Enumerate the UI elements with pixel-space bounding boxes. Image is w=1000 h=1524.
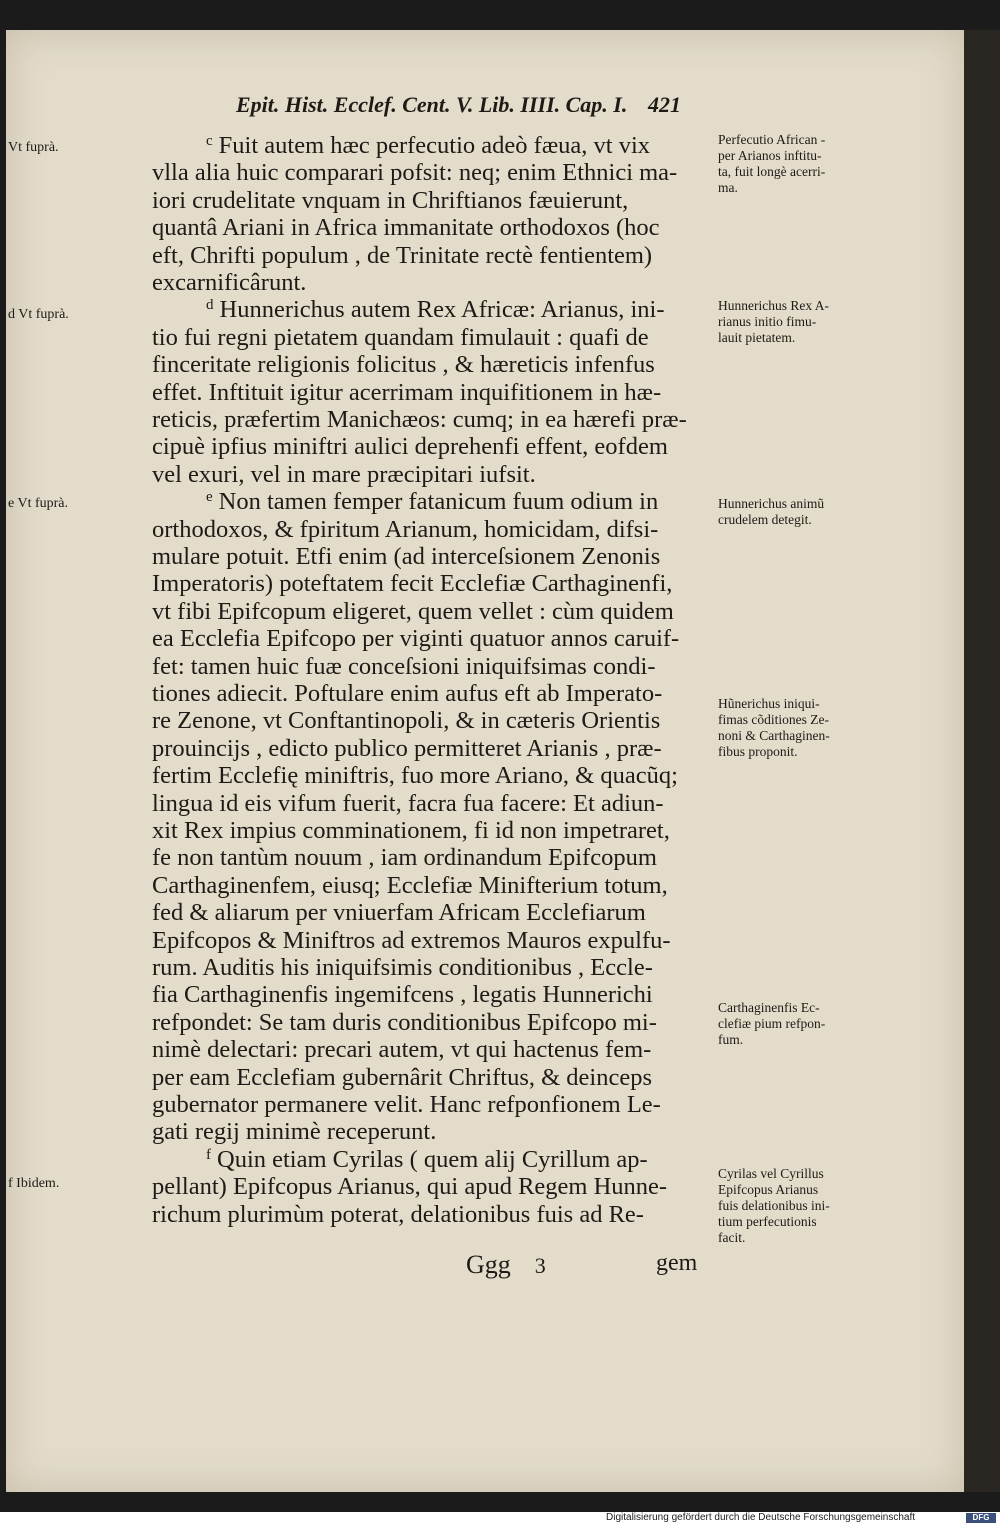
left-margin-note: e Vt fuprà. bbox=[8, 496, 68, 511]
text-line bbox=[152, 625, 679, 653]
line-text: gati regij minimè receperunt. bbox=[152, 1118, 437, 1146]
text-line bbox=[152, 844, 657, 872]
line-text: fertim Ecclefię miniftris, fuo more Ariano, & quacũq; bbox=[152, 762, 678, 790]
left-margin-note: d Vt fuprà. bbox=[8, 307, 69, 322]
page-number: 421 bbox=[648, 92, 681, 117]
footnote-reference: f bbox=[206, 1146, 211, 1163]
text-line bbox=[152, 570, 672, 598]
line-text: Hunnerichus autem Rex Africæ: Arianus, ini- bbox=[219, 296, 665, 324]
line-text: Carthaginenfem, eiusq; Ecclefiæ Minifterium totum, bbox=[152, 871, 668, 899]
text-line bbox=[152, 899, 646, 927]
line-text: tiones adiecit. Poftulare enim aufus eft ab Imperato- bbox=[152, 680, 663, 707]
text-line bbox=[206, 296, 665, 324]
text-line bbox=[152, 735, 662, 763]
line-text: mulare potuit. Etfi enim (ad interceſsionem Zenonis bbox=[152, 543, 661, 570]
text-line bbox=[152, 516, 658, 544]
line-text: iori crudelitate vnquam in Chriftianos fæuierunt, bbox=[152, 186, 629, 214]
line-text: tio fui regni pietatem quandam fimulauit : quafi de bbox=[152, 323, 649, 351]
line-text: quantâ Ariani in Africa immanitate orthodoxos (hoc bbox=[152, 214, 660, 242]
line-text: lingua id eis vifum fuerit, facra fua facere: Et adiun- bbox=[152, 789, 664, 817]
line-text: fia Carthaginenfis ingemifcens , legatis Hunnerichi bbox=[152, 981, 653, 1009]
scan-edge bbox=[964, 30, 1000, 1492]
text-line bbox=[152, 1118, 436, 1146]
text-line bbox=[152, 707, 660, 735]
line-text: Fuit autem hæc perfecutio adeò fæua, vt vix bbox=[218, 132, 651, 159]
line-text: eft, Chrifti populum , de Trinitate rectè fentientem) bbox=[152, 241, 653, 269]
line-text: Epifcopos & Miniftros ad extremos Mauros expulfu- bbox=[152, 926, 671, 954]
line-text: vel exuri, vel in mare præcipitari iufsit. bbox=[152, 460, 536, 488]
line-text: effet. Inftituit igitur acerrimam inquifitionem in hæ- bbox=[152, 378, 662, 406]
text-line bbox=[152, 1201, 644, 1229]
text-line bbox=[152, 1091, 661, 1119]
dfg-logo: DFG bbox=[966, 1513, 996, 1523]
line-text: fe non tantùm nouum , iam ordinandum Epifcopum bbox=[152, 844, 657, 872]
right-margin-note: Perfecutio African - per Arianos inftitu- ta, fuit longè acerri- ma. bbox=[718, 132, 826, 195]
footnote-reference: e bbox=[206, 489, 213, 506]
line-text: finceritate religionis folicitus , & hæreticis infenfus bbox=[152, 351, 655, 379]
line-text: Quin etiam Cyrilas ( quem alij Cyrillum ap- bbox=[217, 1145, 648, 1173]
right-margin-note: Hũnerichus iniqui- fimas cõditiones Ze- noni & Carthaginen- fibus proponit. bbox=[718, 696, 830, 759]
text-line bbox=[152, 762, 678, 790]
line-text: per eam Ecclefiam gubernârit Chriftus, & deinceps bbox=[152, 1063, 653, 1091]
line-text: reticis, præfertim Manichæos: cumq; in ea hærefi præ- bbox=[152, 406, 687, 433]
text-line bbox=[152, 954, 653, 982]
right-margin-note: Cyrilas vel Cyrillus Epifcopus Arianus fuis delationibus ini- tium perfecutionis facit. bbox=[718, 1166, 830, 1245]
text-line bbox=[152, 927, 670, 955]
left-margin-note: f Ibidem. bbox=[8, 1176, 60, 1191]
line-text: pellant) Epifcopus Arianus, qui apud Regem Hunne- bbox=[152, 1173, 668, 1201]
text-line bbox=[152, 1173, 667, 1201]
text-line bbox=[152, 379, 661, 407]
text-line bbox=[206, 132, 650, 160]
line-text: vlla alia huic comparari pofsit: neq; enim Ethnici ma- bbox=[152, 159, 678, 187]
line-text: vt fibi Epifcopum eligeret, quem vellet : cùm quidem bbox=[152, 597, 674, 625]
footnote-reference: d bbox=[206, 297, 214, 314]
line-text: rum. Auditis his iniquifsimis conditionibus , Eccle- bbox=[152, 954, 653, 981]
running-header bbox=[236, 92, 716, 118]
line-text: richum plurimùm poterat, delationibus fuis ad Re- bbox=[152, 1200, 644, 1228]
line-text: fet: tamen huic fuæ conceſsioni iniquifsimas condi- bbox=[152, 652, 656, 680]
line-text: gubernator permanere velit. Hanc refponfionem Le- bbox=[152, 1091, 661, 1118]
line-text: orthodoxos, & fpiritum Arianum, homicidam, difsi- bbox=[152, 515, 659, 543]
text-line bbox=[152, 1009, 657, 1037]
right-margin-note: Hunnerichus Rex A- rianus initio fimu- lauit pietatem. bbox=[718, 298, 829, 345]
text-line bbox=[152, 269, 306, 297]
text-line bbox=[152, 817, 670, 845]
text-line bbox=[152, 981, 653, 1009]
text-line bbox=[152, 406, 687, 434]
digitization-credit: Digitalisierung gefördert durch die Deutsche Forschungsgemeinschaft bbox=[606, 1512, 916, 1523]
text-line bbox=[206, 1146, 648, 1174]
text-line bbox=[152, 187, 628, 215]
text-line bbox=[152, 324, 649, 352]
line-text: nimè delectari: precari autem, vt qui hactenus fem- bbox=[152, 1036, 652, 1064]
text-line bbox=[152, 1064, 652, 1092]
text-line bbox=[152, 461, 536, 489]
text-line bbox=[152, 872, 668, 900]
text-line bbox=[152, 214, 660, 242]
line-text: prouincijs , edicto publico permitteret Arianis , præ- bbox=[152, 734, 662, 762]
right-margin-note: Hunnerichus animũ crudelem detegit. bbox=[718, 496, 825, 527]
text-line bbox=[152, 790, 664, 818]
text-line bbox=[152, 543, 660, 571]
text-line bbox=[206, 488, 658, 516]
line-text: ea Ecclefia Epifcopo per viginti quatuor annos caruif- bbox=[152, 625, 680, 653]
running-title: Epit. Hist. Ecclef. Cent. V. Lib. IIII. Cap. I. bbox=[236, 92, 628, 117]
catchword: gem bbox=[656, 1250, 698, 1276]
left-margin-note: Vt fuprà. bbox=[8, 140, 59, 155]
text-line bbox=[152, 653, 656, 681]
line-text: excarnificârunt. bbox=[152, 269, 307, 296]
line-text: Imperatoris) poteftatem fecit Ecclefiæ Carthaginenfi, bbox=[152, 570, 673, 598]
line-text: cipuè ipfius miniftri aulici deprehenfi effent, eofdem bbox=[152, 433, 668, 461]
text-line bbox=[152, 159, 677, 187]
line-text: Non tamen femper fatanicum fuum odium in bbox=[218, 488, 659, 516]
text-line bbox=[152, 598, 674, 626]
right-margin-note: Carthaginenfis Ec- clefiæ pium refpon- fum. bbox=[718, 1000, 826, 1047]
line-text: re Zenone, vt Conftantinopoli, & in cæteris Orientis bbox=[152, 707, 661, 735]
text-line bbox=[152, 351, 655, 379]
footnote-reference: c bbox=[206, 133, 213, 149]
line-text: fed & aliarum per vniuerfam Africam Ecclefiarum bbox=[152, 899, 646, 927]
text-line bbox=[152, 242, 652, 270]
signature-mark: Ggg 3 bbox=[466, 1250, 546, 1279]
text-line bbox=[152, 1036, 651, 1064]
line-text: refpondet: Se tam duris conditionibus Epifcopo mi- bbox=[152, 1008, 657, 1036]
line-text: xit Rex impius comminationem, fi id non impetraret, bbox=[152, 817, 670, 844]
text-line bbox=[152, 680, 662, 708]
text-line bbox=[152, 433, 668, 461]
